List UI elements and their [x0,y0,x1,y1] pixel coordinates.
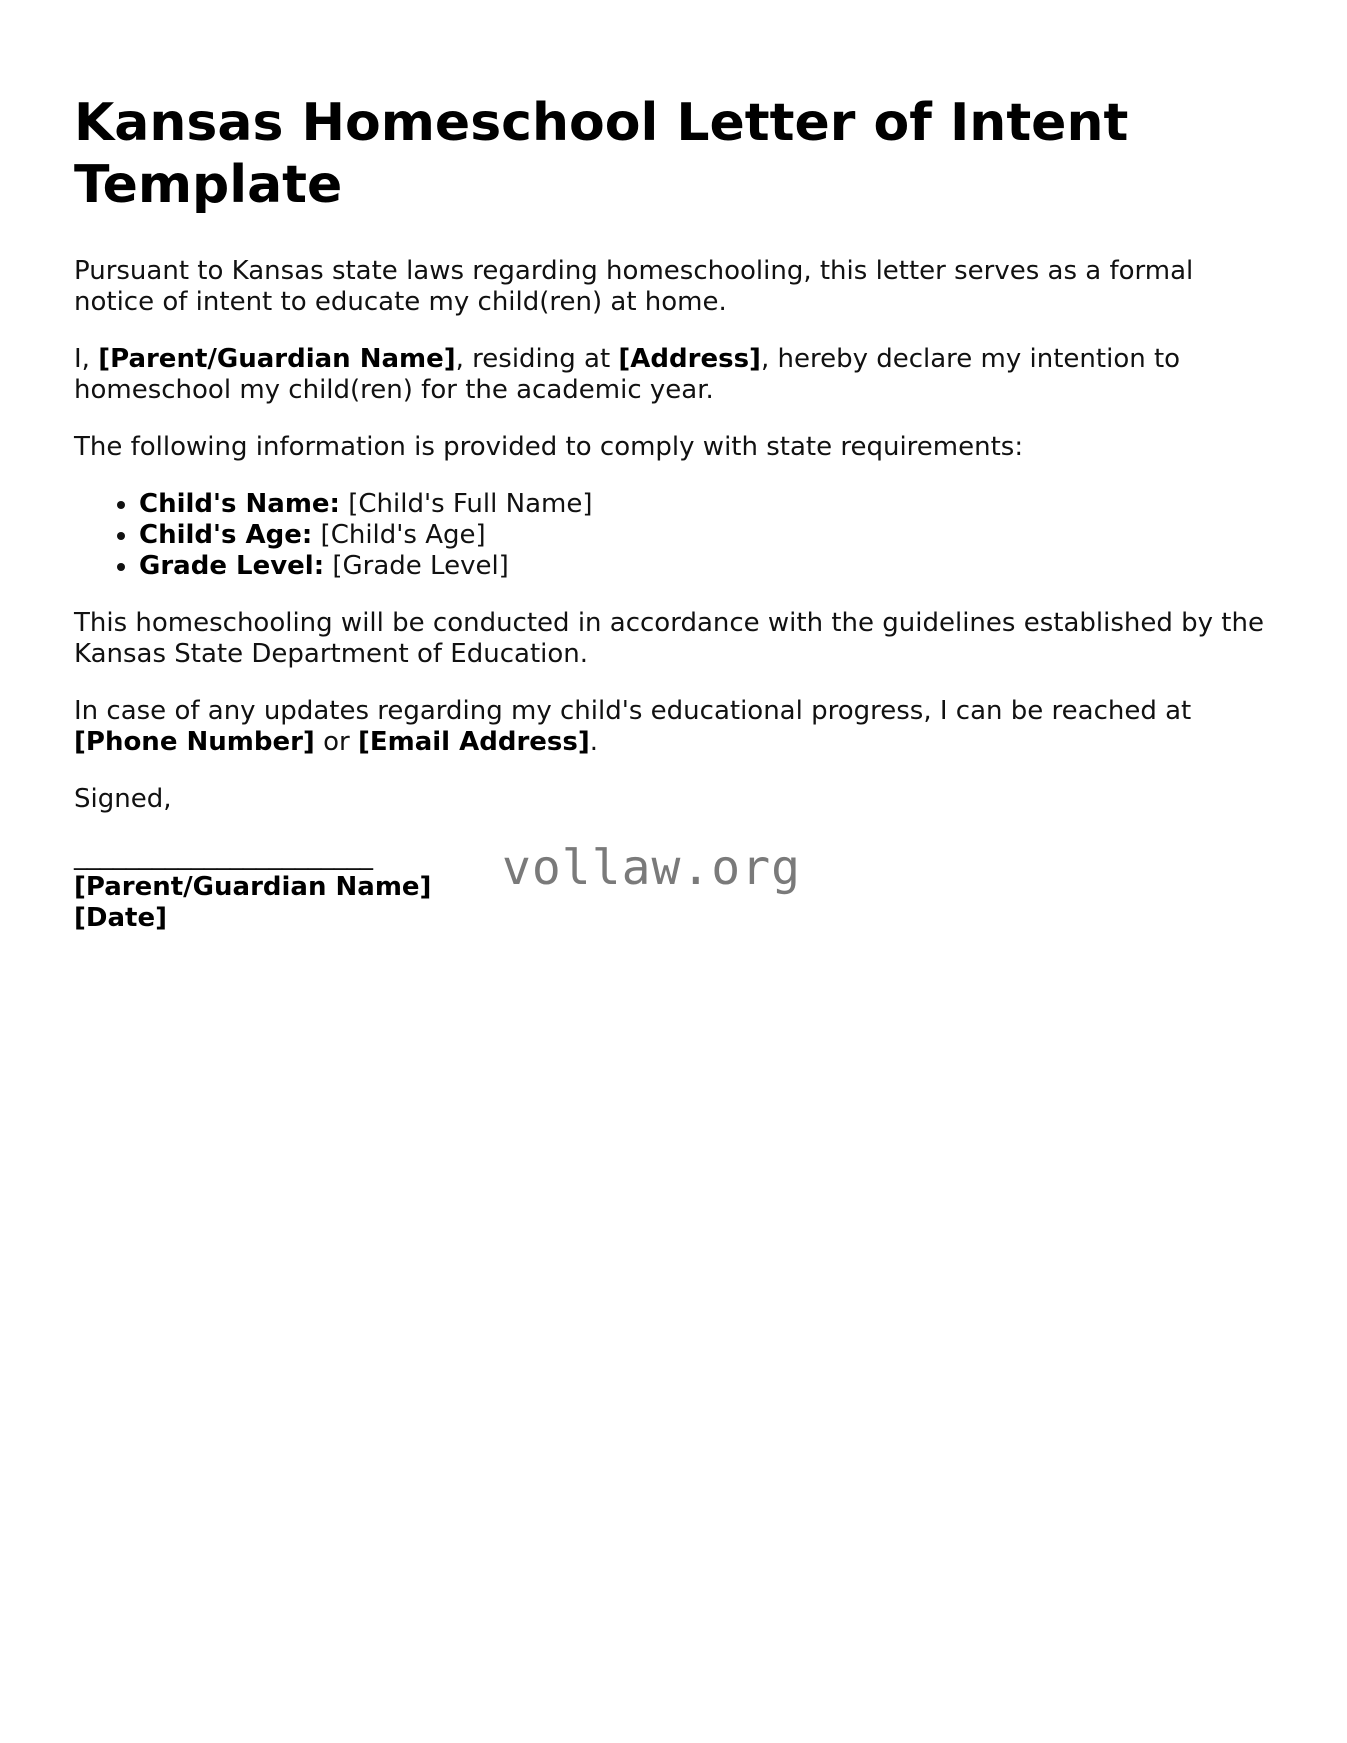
contact-paragraph [74,696,1274,758]
requirements-paragraph: The following information is provided to comply with state requirements: [74,432,1024,462]
list-item-value: [Child's Full Name] [339,489,593,519]
phone-placeholder: [Phone Number] [74,727,315,757]
list-item [139,551,1274,582]
list-item-label: Child's Age: [139,520,313,550]
parent-name-placeholder: [Parent/Guardian Name] [98,344,456,374]
list-item [139,489,1274,520]
list-item-value: [Child's Age] [312,520,486,550]
list-item-value: [Grade Level] [324,551,509,581]
child-info-list [74,489,1274,582]
signature-line: _______________________ [74,841,373,871]
contact-prefix: In case of any updates regarding my child's educational progress, I can be reached at [74,696,1192,726]
signature-date: [Date] [74,903,167,933]
declaration-paragraph [74,344,1274,406]
address-placeholder: [Address] [618,344,761,374]
watermark: vollaw.org [502,840,801,896]
email-placeholder: [Email Address] [357,727,590,757]
list-item-label: Grade Level: [139,551,325,581]
list-item [139,520,1274,551]
document-page [74,92,1274,934]
document-title: Kansas Homeschool Letter of Intent Template [74,93,1129,215]
intro-paragraph: Pursuant to Kansas state laws regarding homeschooling, this letter serves as a formal notice of intent to educate my child(ren) at home. [74,256,1194,317]
signed-label: Signed, [74,784,172,814]
contact-middle: or [314,727,358,757]
list-item-label: Child's Name: [139,489,340,519]
signature-name: [Parent/Guardian Name] [74,872,432,902]
declaration-suffix: , hereby declare my intention to homeschool my child(ren) for the academic year. [74,344,1181,405]
contact-suffix: . [589,727,599,757]
declaration-middle: , residing at [455,344,619,374]
declaration-prefix: I, [74,344,99,374]
guidelines-paragraph: This homeschooling will be conducted in accordance with the guidelines established by the Kansas State Department of Education. [74,608,1264,669]
